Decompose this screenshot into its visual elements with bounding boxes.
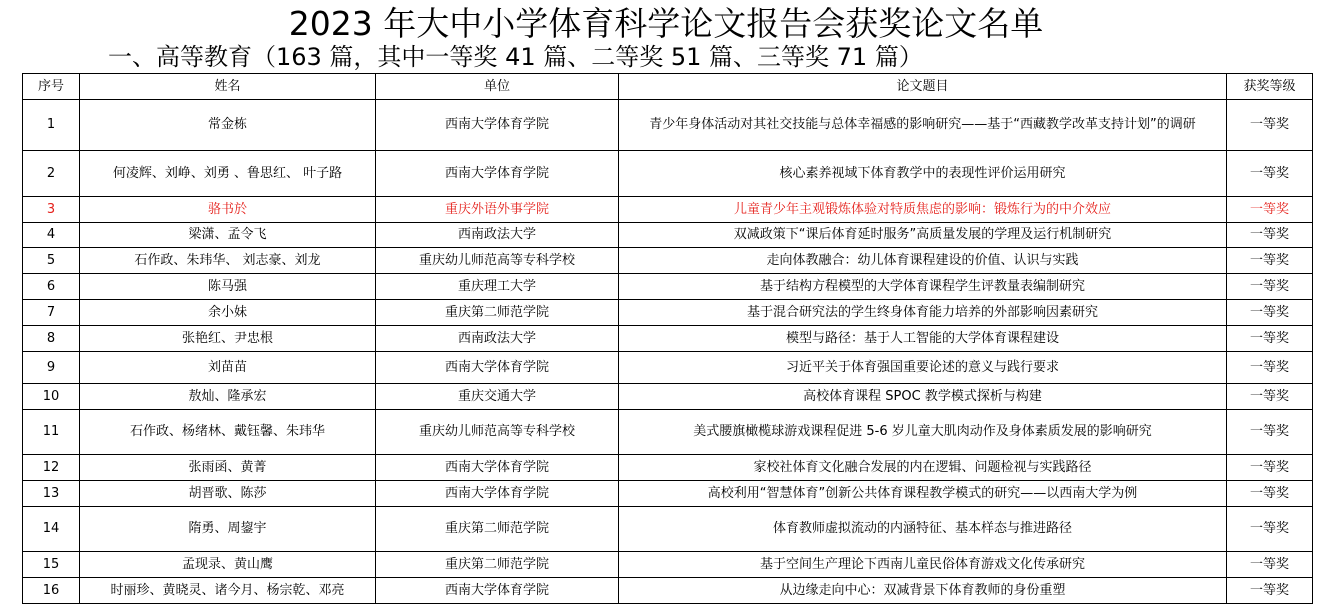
cell-unit: 重庆幼儿师范高等专科学校	[376, 410, 619, 455]
table-row	[23, 326, 1313, 352]
cell-unit: 西南大学体育学院	[376, 455, 619, 481]
table-header-row	[23, 74, 1313, 100]
cell-award: 一等奖	[1227, 300, 1313, 326]
cell-name: 陈马强	[80, 274, 376, 300]
cell-no: 7	[23, 300, 80, 326]
table-row	[23, 223, 1313, 248]
cell-unit: 西南政法大学	[376, 326, 619, 352]
cell-award: 一等奖	[1227, 578, 1313, 604]
cell-award: 一等奖	[1227, 100, 1313, 151]
table-row	[23, 151, 1313, 197]
cell-award: 一等奖	[1227, 151, 1313, 197]
award-table	[22, 73, 1313, 604]
cell-unit: 西南大学体育学院	[376, 100, 619, 151]
col-header-unit: 单位	[376, 74, 619, 100]
cell-name: 张雨函、黄菁	[80, 455, 376, 481]
cell-no: 1	[23, 100, 80, 151]
cell-name: 敖灿、隆承宏	[80, 384, 376, 410]
cell-unit: 西南大学体育学院	[376, 151, 619, 197]
cell-paper: 基于结构方程模型的大学体育课程学生评教量表编制研究	[619, 274, 1227, 300]
cell-unit: 重庆第二师范学院	[376, 300, 619, 326]
cell-no: 9	[23, 352, 80, 384]
cell-no: 10	[23, 384, 80, 410]
table-row	[23, 274, 1313, 300]
cell-paper: 模型与路径：基于人工智能的大学体育课程建设	[619, 326, 1227, 352]
cell-no: 3	[23, 197, 80, 223]
cell-paper: 核心素养视域下体育教学中的表现性评价运用研究	[619, 151, 1227, 197]
table-row	[23, 197, 1313, 223]
table-row	[23, 455, 1313, 481]
cell-award: 一等奖	[1227, 223, 1313, 248]
cell-award: 一等奖	[1227, 248, 1313, 274]
table-row	[23, 248, 1313, 274]
cell-no: 4	[23, 223, 80, 248]
cell-name: 隋勇、周鋆宇	[80, 507, 376, 552]
cell-no: 15	[23, 552, 80, 578]
cell-award: 一等奖	[1227, 197, 1313, 223]
cell-paper: 基于混合研究法的学生终身体育能力培养的外部影响因素研究	[619, 300, 1227, 326]
cell-award: 一等奖	[1227, 455, 1313, 481]
cell-no: 2	[23, 151, 80, 197]
col-header-award: 获奖等级	[1227, 74, 1313, 100]
cell-paper: 双减政策下“课后体育延时服务”高质量发展的学理及运行机制研究	[619, 223, 1227, 248]
cell-name: 刘苗苗	[80, 352, 376, 384]
cell-paper: 体育教师虚拟流动的内涵特征、基本样态与推进路径	[619, 507, 1227, 552]
table-row	[23, 552, 1313, 578]
cell-award: 一等奖	[1227, 274, 1313, 300]
cell-paper: 高校体育课程 SPOC 教学模式探析与构建	[619, 384, 1227, 410]
col-header-paper: 论文题目	[619, 74, 1227, 100]
cell-paper: 高校利用“智慧体育”创新公共体育课程教学模式的研究——以西南大学为例	[619, 481, 1227, 507]
cell-no: 11	[23, 410, 80, 455]
cell-no: 6	[23, 274, 80, 300]
cell-unit: 西南大学体育学院	[376, 481, 619, 507]
cell-paper: 儿童青少年主观锻炼体验对特质焦虑的影响：锻炼行为的中介效应	[619, 197, 1227, 223]
cell-name: 梁潇、孟令飞	[80, 223, 376, 248]
cell-unit: 重庆幼儿师范高等专科学校	[376, 248, 619, 274]
cell-name: 何凌辉、刘峥、刘勇 、鲁思红、 叶子路	[80, 151, 376, 197]
cell-paper: 基于空间生产理论下西南儿童民俗体育游戏文化传承研究	[619, 552, 1227, 578]
cell-name: 骆书於	[80, 197, 376, 223]
cell-no: 13	[23, 481, 80, 507]
table-row	[23, 507, 1313, 552]
cell-unit: 重庆第二师范学院	[376, 552, 619, 578]
cell-award: 一等奖	[1227, 384, 1313, 410]
cell-no: 8	[23, 326, 80, 352]
cell-unit: 重庆第二师范学院	[376, 507, 619, 552]
cell-award: 一等奖	[1227, 326, 1313, 352]
cell-paper: 从边缘走向中心：双减背景下体育教师的身份重塑	[619, 578, 1227, 604]
table-row	[23, 578, 1313, 604]
cell-no: 16	[23, 578, 80, 604]
cell-name: 石作政、朱玮华、 刘志豪、刘龙	[80, 248, 376, 274]
cell-name: 石作政、杨绪林、戴钰馨、朱玮华	[80, 410, 376, 455]
cell-unit: 西南大学体育学院	[376, 352, 619, 384]
cell-no: 12	[23, 455, 80, 481]
page-title: 2023 年大中小学体育科学论文报告会获奖论文名单	[288, 4, 1044, 43]
cell-paper: 青少年身体活动对其社交技能与总体幸福感的影响研究——基于“西藏教学改革支持计划”的调研	[619, 100, 1227, 151]
cell-award: 一等奖	[1227, 481, 1313, 507]
cell-name: 时丽珍、黄晓灵、诸今月、杨宗乾、邓亮	[80, 578, 376, 604]
table-row	[23, 352, 1313, 384]
cell-award: 一等奖	[1227, 507, 1313, 552]
cell-name: 余小妹	[80, 300, 376, 326]
cell-unit: 重庆外语外事学院	[376, 197, 619, 223]
table-row	[23, 384, 1313, 410]
cell-no: 14	[23, 507, 80, 552]
table-row	[23, 100, 1313, 151]
cell-unit: 西南政法大学	[376, 223, 619, 248]
cell-name: 胡晋歌、陈莎	[80, 481, 376, 507]
cell-unit: 西南大学体育学院	[376, 578, 619, 604]
cell-paper: 家校社体育文化融合发展的内在逻辑、问题检视与实践路径	[619, 455, 1227, 481]
col-header-no: 序号	[23, 74, 80, 100]
table-row	[23, 481, 1313, 507]
cell-unit: 重庆交通大学	[376, 384, 619, 410]
section-heading: 一、高等教育（163 篇，其中一等奖 41 篇、二等奖 51 篇、三等奖 71 篇）	[108, 43, 923, 71]
cell-no: 5	[23, 248, 80, 274]
cell-award: 一等奖	[1227, 552, 1313, 578]
cell-paper: 习近平关于体育强国重要论述的意义与践行要求	[619, 352, 1227, 384]
cell-name: 张艳红、尹忠根	[80, 326, 376, 352]
cell-award: 一等奖	[1227, 410, 1313, 455]
cell-unit: 重庆理工大学	[376, 274, 619, 300]
cell-name: 常金栋	[80, 100, 376, 151]
cell-award: 一等奖	[1227, 352, 1313, 384]
table-row	[23, 300, 1313, 326]
col-header-name: 姓名	[80, 74, 376, 100]
cell-name: 孟现录、黄山鹰	[80, 552, 376, 578]
cell-paper: 走向体教融合：幼儿体育课程建设的价值、认识与实践	[619, 248, 1227, 274]
table-row	[23, 410, 1313, 455]
cell-paper: 美式腰旗橄榄球游戏课程促进 5-6 岁儿童大肌肉动作及身体素质发展的影响研究	[619, 410, 1227, 455]
